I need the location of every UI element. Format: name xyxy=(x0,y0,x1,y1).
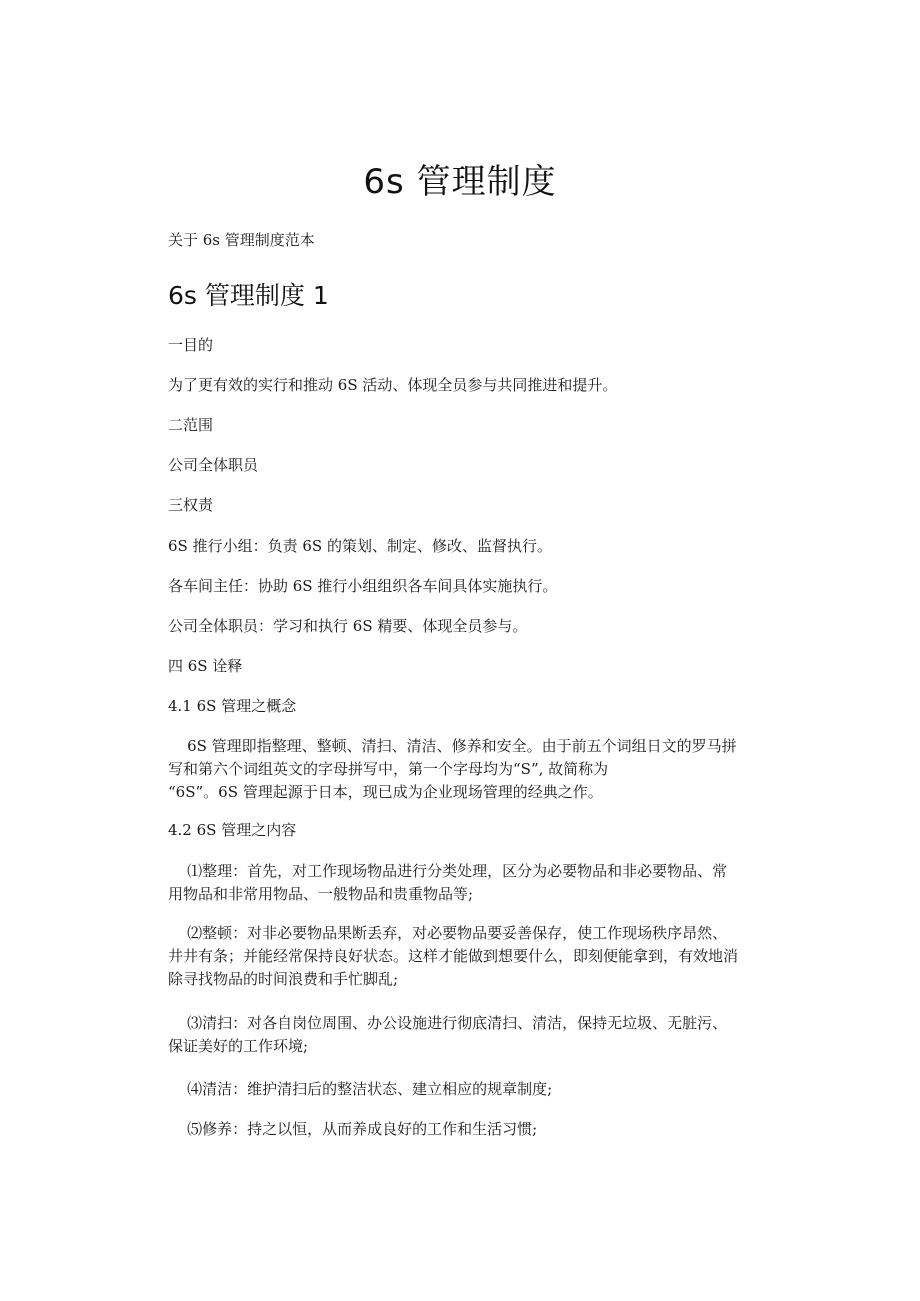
paragraph-line: 6S 管理即指整理、整顿、清扫、清洁、修养和安全。由于前五个词组日文的罗马拼 xyxy=(168,737,737,755)
paragraph-line: 保证美好的工作环境; xyxy=(168,1037,309,1055)
paragraph-line: 用物品和非常用物品、一般物品和贵重物品等; xyxy=(168,885,474,903)
paragraph-responsibility-supervisor: 各车间主任：协助 6S 推行小组组织各车间具体实施执行。 xyxy=(168,577,558,595)
paragraph-line: ⑶清扫：对各自岗位周围、办公设施进行彻底清扫、清洁，保持无垃圾、无脏污、 xyxy=(168,1014,728,1032)
document-title: 6s 管理制度 xyxy=(363,162,557,202)
paragraph-concept xyxy=(168,735,788,804)
section-heading: 6s 管理制度 1 xyxy=(168,281,329,310)
paragraph-interpretation-heading: 四 6S 诠释 xyxy=(168,657,243,675)
paragraph-responsibility-heading: 三权责 xyxy=(168,496,214,514)
paragraph-standardize: ⑷清洁：维护清扫后的整洁状态、建立相应的规章制度; xyxy=(168,1080,553,1098)
paragraph-set-in-order xyxy=(168,922,788,991)
paragraph-sort xyxy=(168,860,788,906)
paragraph-sustain: ⑸修养：持之以恒，从而养成良好的工作和生活习惯; xyxy=(168,1120,538,1138)
paragraph-concept-heading: 4.1 6S 管理之概念 xyxy=(168,697,297,715)
paragraph-purpose-heading: 一目的 xyxy=(168,336,214,354)
paragraph-shine xyxy=(168,1012,788,1058)
document-subtitle: 关于 6s 管理制度范本 xyxy=(168,231,315,249)
paragraph-line: ⑵整顿：对非必要物品果断丢弃，对必要物品要妥善保存，使工作现场秩序昂然、 xyxy=(168,924,728,942)
paragraph-line: 井井有条；并能经常保持良好状态。这样才能做到想要什么，即刻便能拿到，有效地消 xyxy=(168,947,739,965)
paragraph-responsibility-team: 6S 推行小组：负责 6S 的策划、制定、修改、监督执行。 xyxy=(168,537,552,555)
paragraph-purpose: 为了更有效的实行和推动 6S 活动、体现全员参与共同推进和提升。 xyxy=(168,376,618,394)
paragraph-scope: 公司全体职员 xyxy=(168,456,259,474)
paragraph-line: 除寻找物品的时间浪费和手忙脚乱; xyxy=(168,970,399,988)
paragraph-content-heading: 4.2 6S 管理之内容 xyxy=(168,821,297,839)
paragraph-line: “6S”。6S 管理起源于日本，现已成为企业现场管理的经典之作。 xyxy=(168,783,603,801)
paragraph-scope-heading: 二范围 xyxy=(168,416,214,434)
paragraph-line: ⑴整理：首先，对工作现场物品进行分类处理，区分为必要物品和非必要物品、常 xyxy=(168,862,728,880)
paragraph-line: 写和第六个词组英文的字母拼写中，第一个字母均为“S”, 故简称为 xyxy=(168,760,609,778)
paragraph-responsibility-staff: 公司全体职员：学习和执行 6S 精要、体现全员参与。 xyxy=(168,617,528,635)
